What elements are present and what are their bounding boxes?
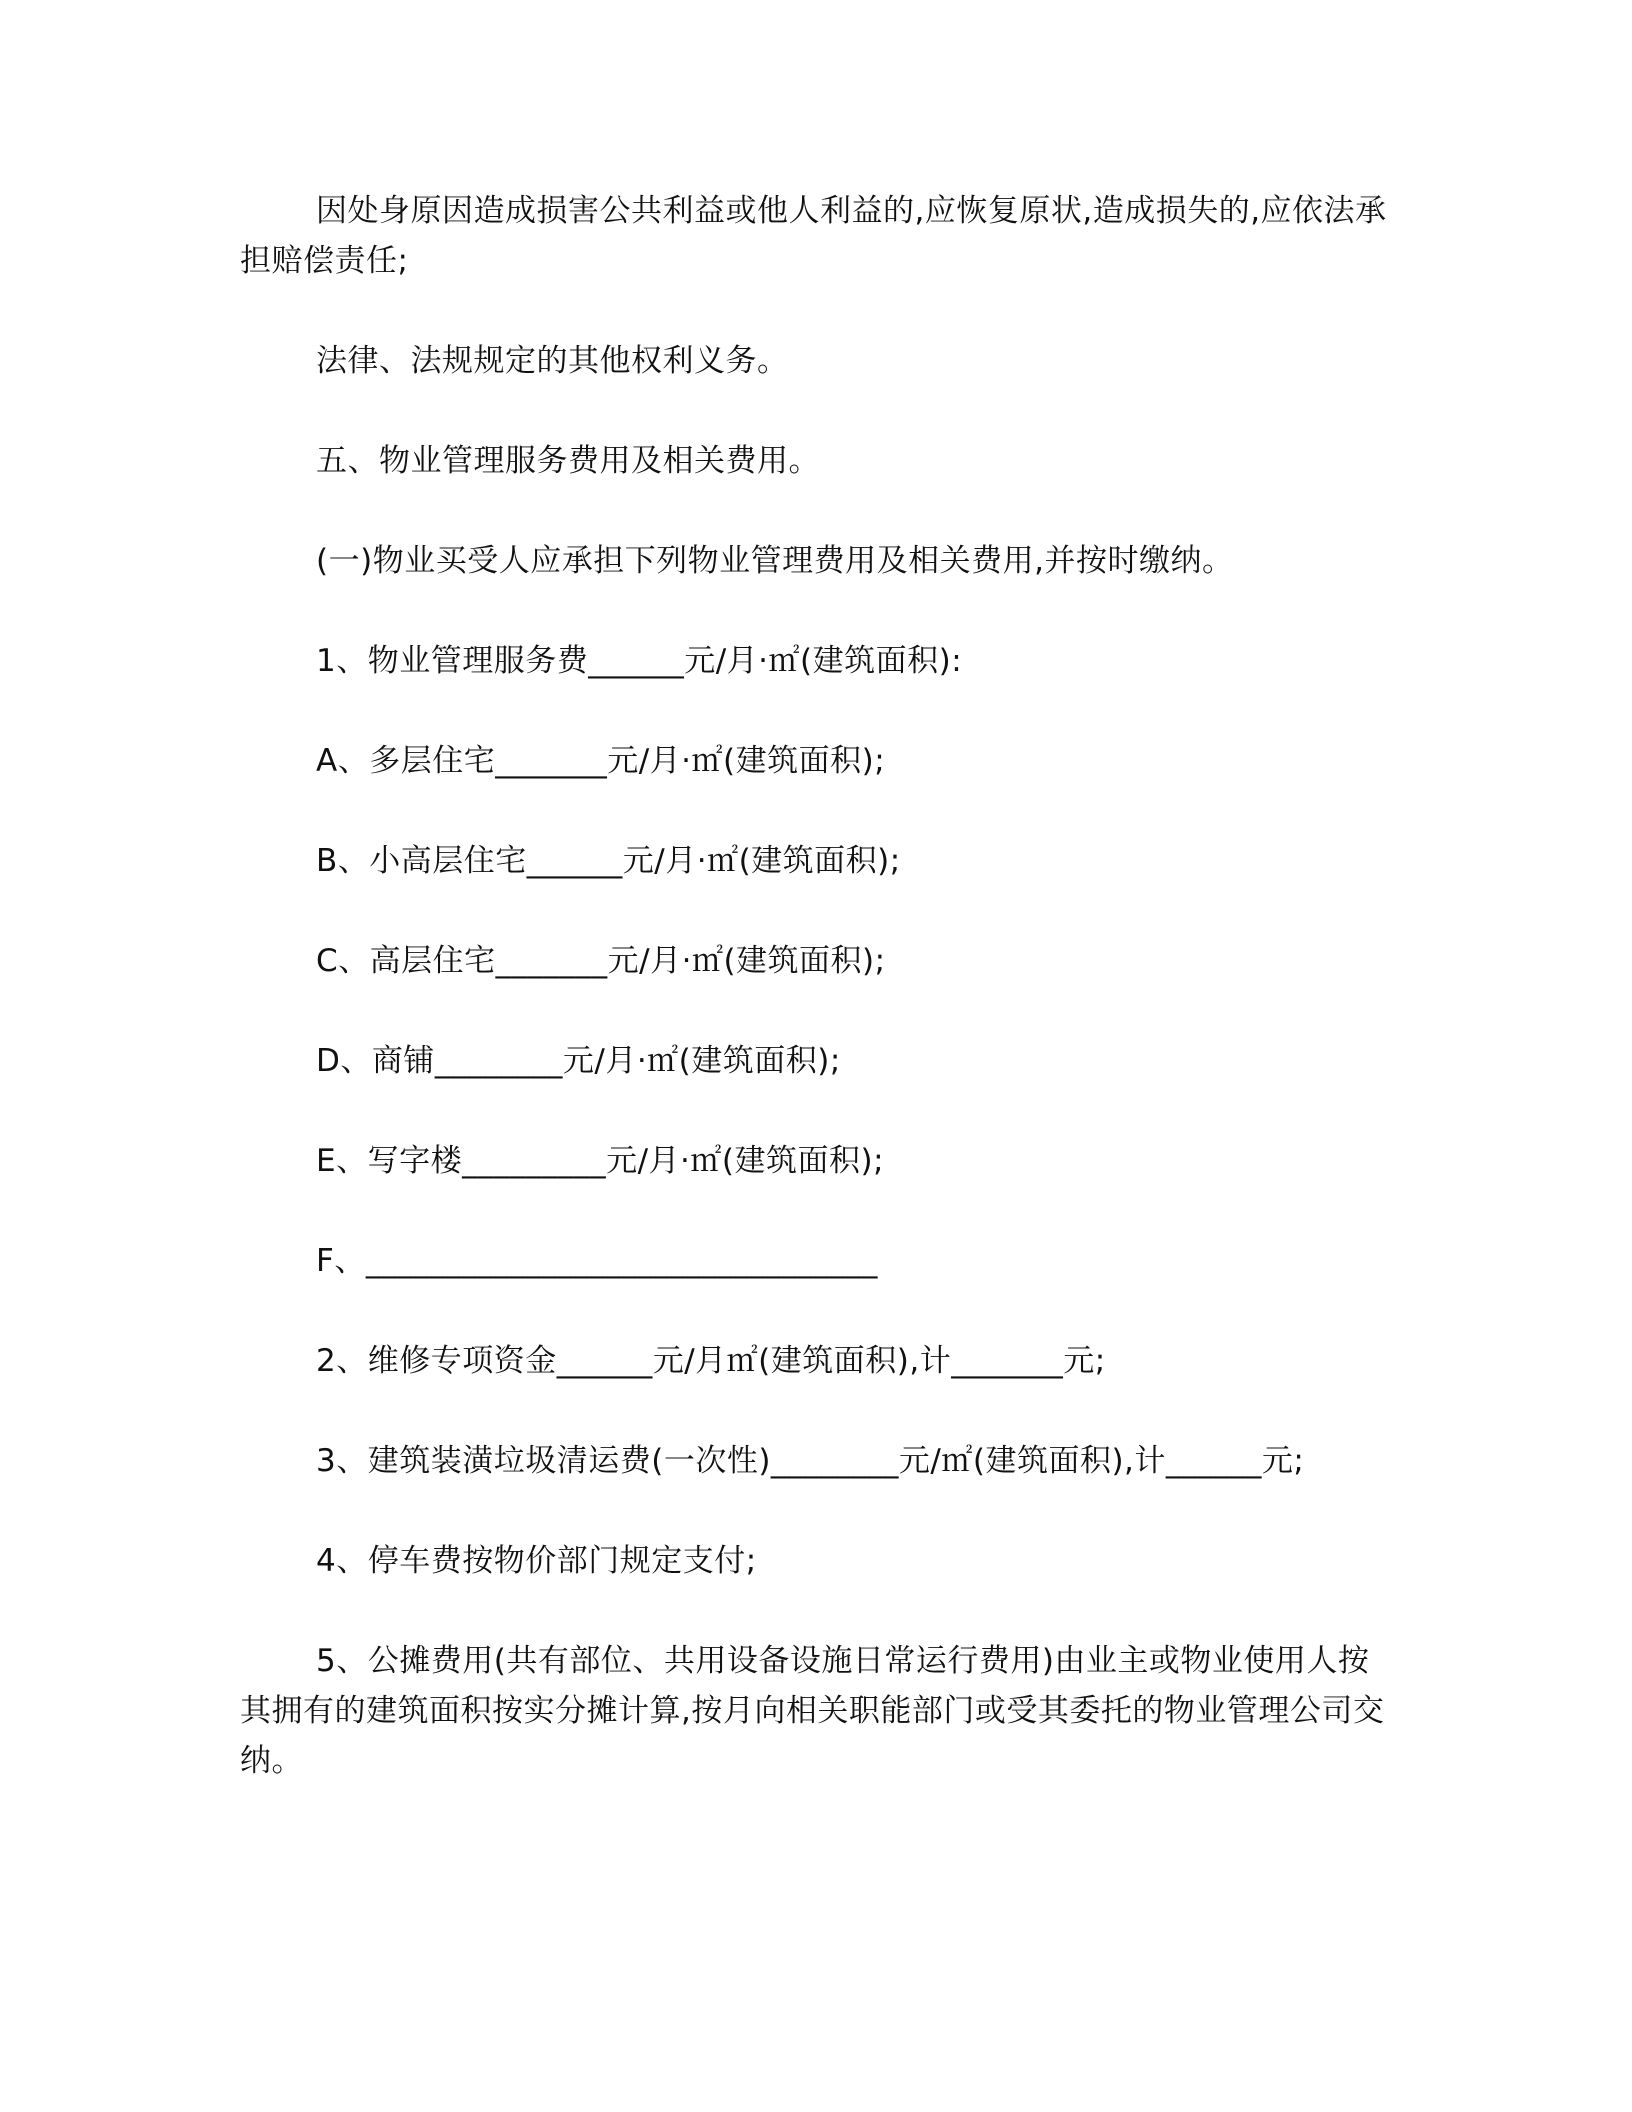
list-item-service-fee: 1、物业管理服务费______元/月·㎡(建筑面积): — [316, 643, 963, 679]
list-item-maintenance-fund: 2、维修专项资金______元/月㎡(建筑面积),计_______元; — [316, 1343, 1106, 1379]
list-item-shared-costs: 5、公摊费用(共有部位、共用设备设施日常运行费用)由业主或物业使用人按其拥有的建筑面积按实分摊计算,按月向相关职能部门或受其委托的物业管理公司交纳。 — [240, 1643, 1385, 1779]
subsection-heading-fees: (一)物业买受人应承担下列物业管理费用及相关费用,并按时缴纳。 — [316, 543, 1234, 579]
list-item-office: E、写字楼_________元/月·㎡(建筑面积); — [316, 1143, 885, 1179]
list-item-midrise: B、小高层住宅______元/月·㎡(建筑面积); — [316, 843, 901, 879]
list-item-waste-removal: 3、建筑装潢垃圾清运费(一次性)________元/㎡(建筑面积),计______元; — [316, 1443, 1305, 1479]
list-item-shops: D、商铺________元/月·㎡(建筑面积); — [316, 1043, 841, 1079]
paragraph-liability: 因处身原因造成损害公共利益或他人利益的,应恢复原状,造成损失的,应依法承担赔偿责任; — [240, 193, 1387, 279]
list-item-other: F、________________________________ — [316, 1243, 878, 1279]
document-body — [240, 186, 1390, 1786]
section-heading-fees: 五、物业管理服务费用及相关费用。 — [316, 443, 820, 479]
list-item-multistory: A、多层住宅_______元/月·㎡(建筑面积); — [316, 743, 886, 779]
list-item-parking: 4、停车费按物价部门规定支付; — [316, 1543, 757, 1579]
list-item-highrise: C、高层住宅_______元/月·㎡(建筑面积); — [316, 943, 886, 979]
paragraph-other-obligations: 法律、法规规定的其他权利义务。 — [316, 343, 789, 379]
